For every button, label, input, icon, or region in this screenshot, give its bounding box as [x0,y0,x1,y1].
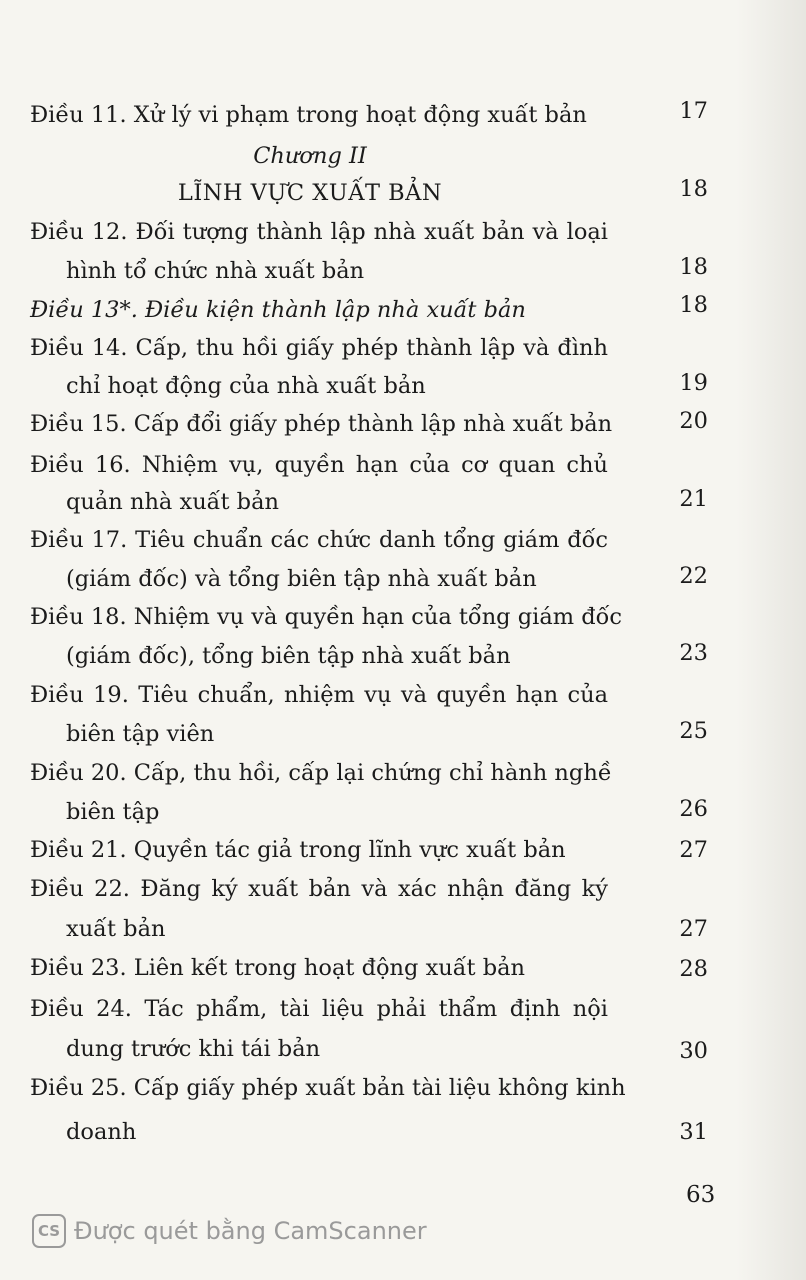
toc-entry-14: Điều 14. Cấp, thu hồi giấy phép thành lập và đình [30,335,608,361]
toc-entry-17-cont: (giám đốc) và tổng biên tập nhà xuất bản [66,566,537,592]
toc-page-number: 21 [679,486,708,512]
toc-page-number: 26 [679,796,708,822]
toc-entry-19-cont: biên tập viên [66,721,215,747]
toc-page-number: 27 [679,916,708,942]
toc-page-number: 18 [679,292,708,318]
toc-entry-21: Điều 21. Quyền tác giả trong lĩnh vực xuất bản [30,837,566,863]
toc-entry-23: Điều 23. Liên kết trong hoạt động xuất bản [30,955,526,981]
toc-entry-12: Điều 12. Đối tượng thành lập nhà xuất bản và loại [30,219,608,245]
toc-entry-25: Điều 25. Cấp giấy phép xuất bản tài liệu không kinh [30,1075,626,1101]
toc-entry-17: Điều 17. Tiêu chuẩn các chức danh tổng giám đốc [30,527,608,553]
toc-page-number: 31 [679,1119,708,1145]
toc-entry-13: Điều 13*. Điều kiện thành lập nhà xuất bản [30,297,526,323]
toc-page-number: 18 [679,254,708,280]
chapter-label: Chương II [253,143,367,169]
chapter-page-number: 18 [679,176,708,202]
toc-entry-16: Điều 16. Nhiệm vụ, quyền hạn của cơ quan chủ [30,452,608,478]
page-folio: 63 [686,1182,716,1208]
toc-entry-15: Điều 15. Cấp đổi giấy phép thành lập nhà xuất bản [30,411,613,437]
toc-page-number: 20 [679,408,708,434]
toc-entry-20: Điều 20. Cấp, thu hồi, cấp lại chứng chỉ hành nghề [30,760,612,786]
toc-entry-20-cont: biên tập [66,799,160,825]
toc-page-number: 19 [679,370,708,396]
toc-page-number: 30 [679,1038,708,1064]
toc-entry-14-cont: chỉ hoạt động của nhà xuất bản [66,373,426,399]
toc-entry-11: Điều 11. Xử lý vi phạm trong hoạt động xuất bản [30,102,587,128]
toc-page-number: 23 [679,640,708,666]
toc-entry-25-cont: doanh [66,1119,137,1145]
chapter-title: LĨNH VỰC XUẤT BẢN [177,180,443,206]
toc-page-number: 22 [679,563,708,589]
toc-page-number: 25 [679,718,708,744]
toc-entry-12-cont: hình tổ chức nhà xuất bản [66,258,365,284]
toc-entry-18: Điều 18. Nhiệm vụ và quyền hạn của tổng giám đốc [30,604,623,630]
camscanner-watermark [32,1214,427,1248]
toc-entry-16-cont: quản nhà xuất bản [66,489,279,515]
page-edge-shadow [736,0,806,1280]
toc-entry-18-cont: (giám đốc), tổng biên tập nhà xuất bản [66,643,511,669]
toc-entry-19: Điều 19. Tiêu chuẩn, nhiệm vụ và quyền hạn của [30,682,608,708]
toc-entry-22: Điều 22. Đăng ký xuất bản và xác nhận đăng ký [30,876,608,902]
toc-page-number: 28 [679,956,708,982]
toc-entry-22-cont: xuất bản [66,916,166,942]
watermark-text: Được quét bằng CamScanner [74,1217,427,1245]
toc-page-number: 27 [679,837,708,863]
toc-entry-24: Điều 24. Tác phẩm, tài liệu phải thẩm định nội [30,996,608,1022]
camscanner-logo-icon: CS [32,1214,66,1248]
toc-page-number: 17 [679,98,708,124]
toc-entry-24-cont: dung trước khi tái bản [66,1036,321,1062]
